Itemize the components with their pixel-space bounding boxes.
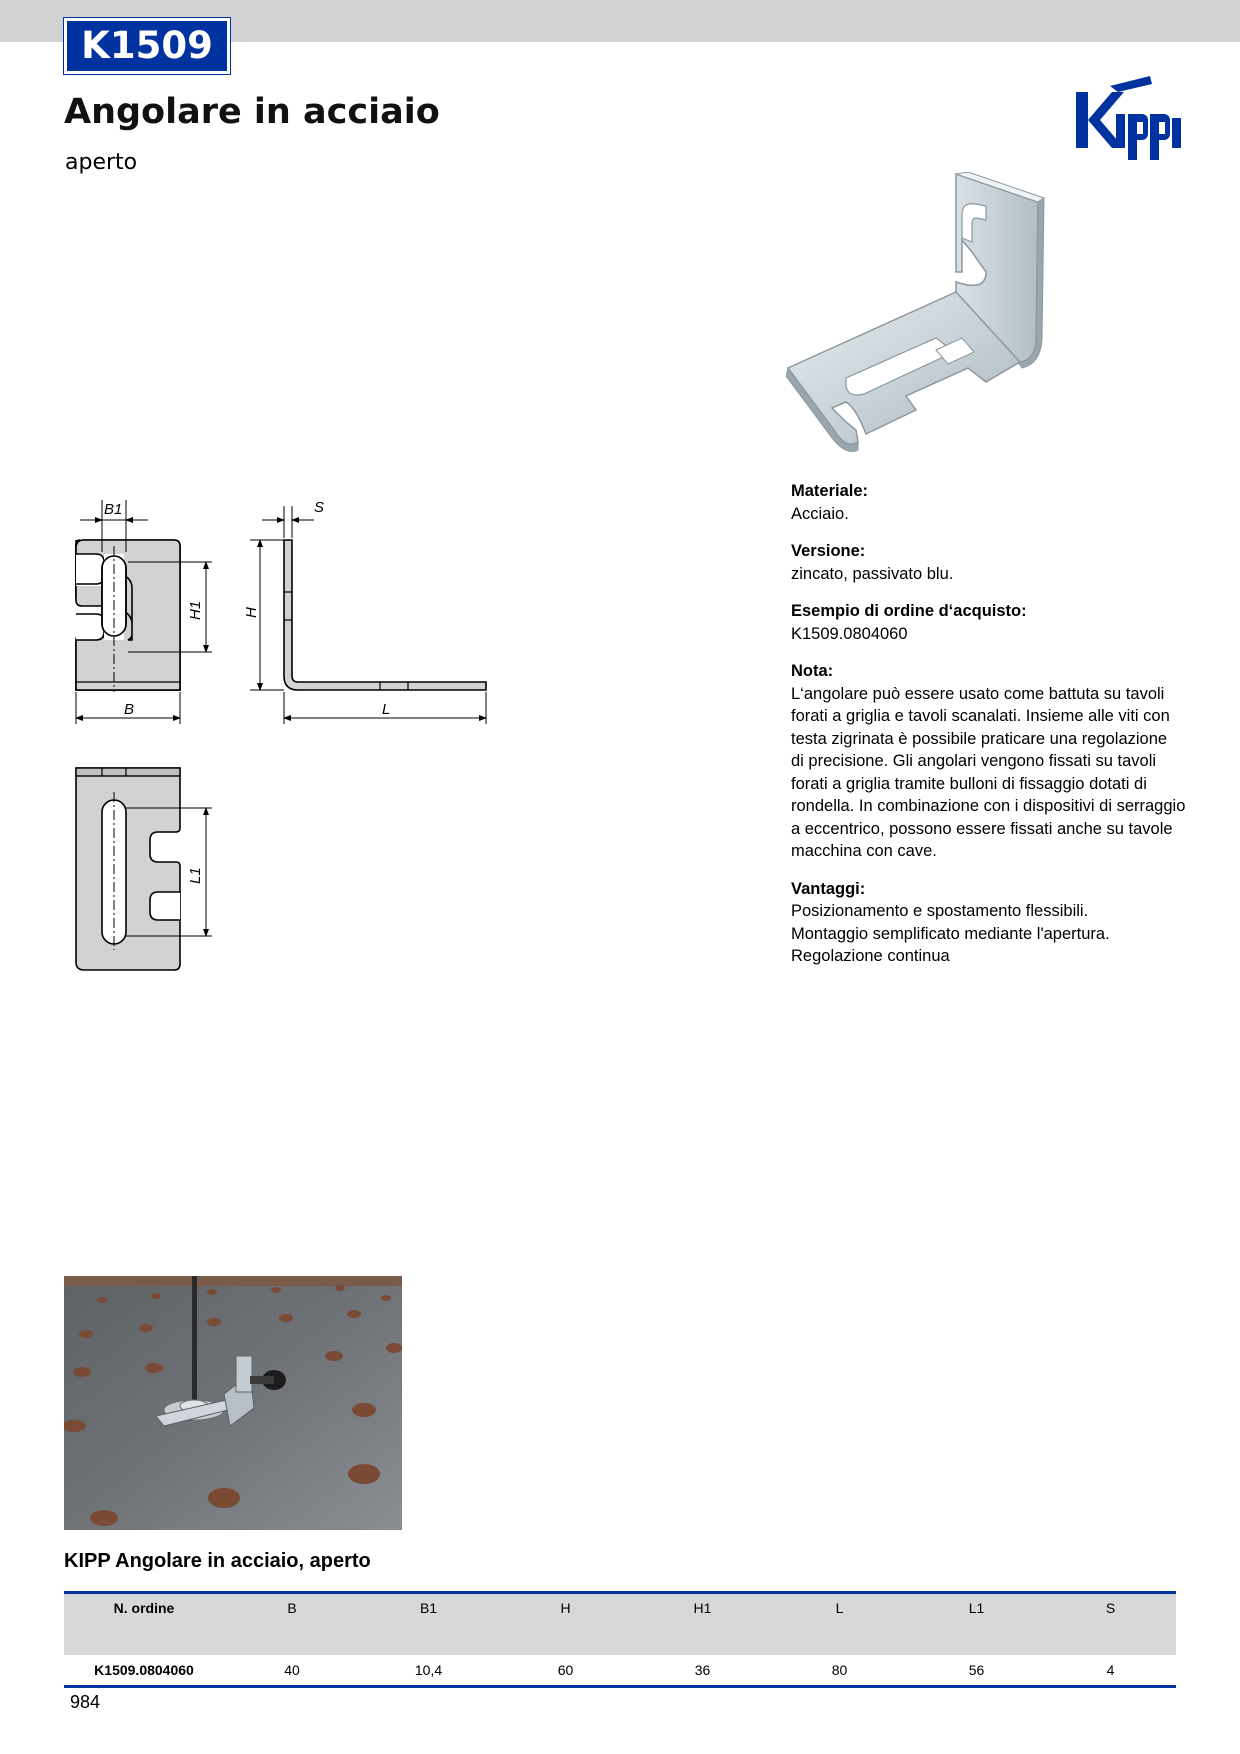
column-header: H1 bbox=[634, 1593, 771, 1656]
page-number: 984 bbox=[70, 1692, 101, 1712]
version-block bbox=[791, 540, 1191, 585]
note-line: a eccentrico, possono essere fissati anche su tavole bbox=[791, 819, 1173, 838]
column-header: B1 bbox=[360, 1593, 497, 1656]
note-block bbox=[791, 660, 1191, 863]
note-line: di precisione. Gli angolari vengono fissati su tavoli bbox=[791, 752, 1157, 770]
table-cell: K1509.0804060 bbox=[64, 1655, 224, 1687]
table-header-row bbox=[64, 1593, 1176, 1656]
order-example-label: Esempio di ordine d‘acquisto: bbox=[791, 602, 1027, 620]
column-header: S bbox=[1045, 1593, 1176, 1656]
table-title: KIPP Angolare in acciaio, aperto bbox=[64, 1550, 371, 1572]
note-line: testa zigrinata è possibile praticare una regolazione bbox=[791, 729, 1168, 748]
note-label: Nota: bbox=[791, 662, 834, 680]
dim-label-h1: H1 bbox=[187, 600, 204, 620]
advantage-line: Posizionamento e spostamento flessibili. bbox=[791, 902, 1089, 920]
dim-label-s: S bbox=[314, 499, 325, 516]
column-header: H bbox=[497, 1593, 634, 1656]
product-info bbox=[791, 480, 1191, 983]
advantages-label: Vantaggi: bbox=[791, 879, 866, 898]
column-header: N. ordine bbox=[64, 1593, 224, 1656]
order-example-value: K1509.0804060 bbox=[791, 624, 908, 643]
product-image bbox=[786, 172, 1056, 454]
table-cell: 10,4 bbox=[360, 1655, 497, 1687]
order-example-block bbox=[791, 600, 1191, 645]
note-line: forati a griglia e tavoli scanalati. Insieme alle viti con bbox=[791, 707, 1170, 725]
advantage-line: Montaggio semplificato mediante l'apertura. bbox=[791, 924, 1110, 943]
table-cell: 36 bbox=[634, 1655, 771, 1687]
note-line: L‘angolare può essere usato come battuta su tavoli bbox=[791, 684, 1165, 703]
advantages-block bbox=[791, 878, 1191, 968]
page-title: Angolare in acciaio bbox=[64, 92, 440, 132]
advantage-line: Regolazione continua bbox=[791, 947, 950, 965]
table-cell: 56 bbox=[908, 1655, 1045, 1687]
kipp-logo bbox=[1072, 74, 1184, 160]
version-label: Versione: bbox=[791, 542, 866, 560]
column-header: L1 bbox=[908, 1593, 1045, 1656]
material-label: Materiale: bbox=[791, 482, 869, 500]
table-cell: 4 bbox=[1045, 1655, 1176, 1687]
column-header: L bbox=[771, 1593, 908, 1656]
dim-label-b1: B1 bbox=[104, 501, 123, 518]
dim-label-b: B bbox=[124, 701, 135, 718]
page-subtitle: aperto bbox=[65, 150, 138, 175]
material-block bbox=[791, 480, 1191, 525]
application-photo bbox=[64, 1276, 402, 1530]
version-value: zincato, passivato blu. bbox=[791, 564, 954, 583]
note-line: macchina con cave. bbox=[791, 842, 937, 860]
technical-drawing bbox=[62, 492, 522, 972]
dim-label-l: L bbox=[382, 701, 391, 718]
dim-label-l1: L1 bbox=[187, 867, 204, 884]
note-line: rondella. In combinazione con i dispositivi di serraggio bbox=[791, 797, 1186, 815]
product-code-badge: K1509 bbox=[64, 18, 230, 74]
table-cell: 40 bbox=[224, 1655, 360, 1687]
note-line: forati a griglia tramite bulloni di fissaggio dotati di bbox=[791, 774, 1147, 793]
spec-table bbox=[64, 1591, 1176, 1688]
column-header: B bbox=[224, 1593, 360, 1656]
table-row bbox=[64, 1655, 1176, 1687]
table-cell: 60 bbox=[497, 1655, 634, 1687]
table-cell: 80 bbox=[771, 1655, 908, 1687]
dim-label-h: H bbox=[243, 607, 260, 618]
material-value: Acciaio. bbox=[791, 504, 849, 523]
